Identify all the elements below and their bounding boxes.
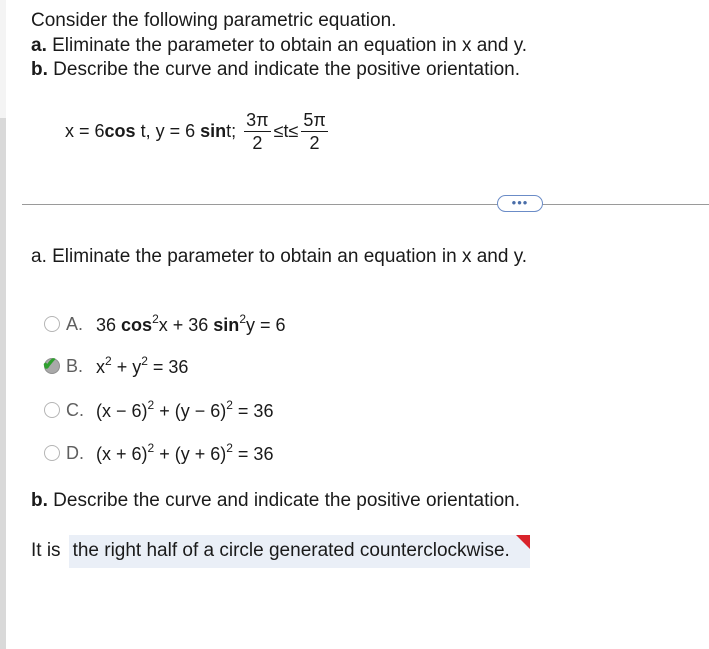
- lower-bound-fraction: $\frac{3\pi}{2}$: [246, 110, 269, 153]
- option-a-math: 36 $\cos^2x + 36$ $\sin^2y = 6$: [96, 312, 286, 335]
- part-b-answer-line: It is the right half of a circle generated counterclockwise.: [31, 533, 530, 569]
- section-divider: [22, 204, 709, 205]
- part-a-question: a. Eliminate the parameter to obtain an equation in x and y.: [31, 246, 528, 267]
- left-scroll-strip[interactable]: [0, 0, 6, 649]
- option-b-math: $x^2 + y^2 = 36$: [96, 354, 189, 377]
- option-b[interactable]: ✔ B. $x^2 + y^2 = 36$: [42, 354, 189, 377]
- answer-dropdown[interactable]: the right half of a circle generated counterclockwise.: [69, 535, 530, 568]
- part-b-question: b. Describe the curve and indicate the positive orientation.: [31, 490, 520, 511]
- checkmark-icon: ✔: [42, 354, 58, 374]
- prompt-line-2: a. Eliminate the parameter to obtain an equation in x and y.: [31, 34, 528, 56]
- parametric-equation: x = 6 cos t, y = 6 sin t; $\frac{3\pi}{2}$ ≤t≤ $\frac{5\pi}{2}$: [65, 110, 326, 153]
- option-d-math: $(x + 6)^2 + (y + 6)^2 = 36$: [96, 441, 274, 464]
- prompt-line-1: Consider the following parametric equation.: [31, 10, 397, 31]
- upper-bound-fraction: $\frac{5\pi}{2}$: [303, 110, 326, 153]
- flag-icon: [516, 535, 530, 549]
- option-c[interactable]: C. $(x - 6)^2 + (y - 6)^2 = 36$: [44, 397, 273, 423]
- option-a[interactable]: A. 36 $\cos^2x + 36$ $\sin^2y = 6$: [44, 311, 286, 337]
- option-c-math: $(x - 6)^2 + (y - 6)^2 = 36$: [96, 398, 274, 421]
- problem-prompt: [31, 9, 527, 83]
- prompt-line-3: b. Describe the curve and indicate the positive orientation.: [31, 59, 520, 80]
- more-options-button[interactable]: •••: [497, 195, 543, 212]
- radio-b-selected[interactable]: [42, 354, 60, 374]
- radio-d[interactable]: [44, 445, 60, 461]
- radio-a[interactable]: [44, 316, 60, 332]
- option-d[interactable]: D. $(x + 6)^2 + (y + 6)^2 = 36$: [44, 440, 273, 466]
- radio-c[interactable]: [44, 402, 60, 418]
- scrollbar-thumb[interactable]: [0, 118, 6, 649]
